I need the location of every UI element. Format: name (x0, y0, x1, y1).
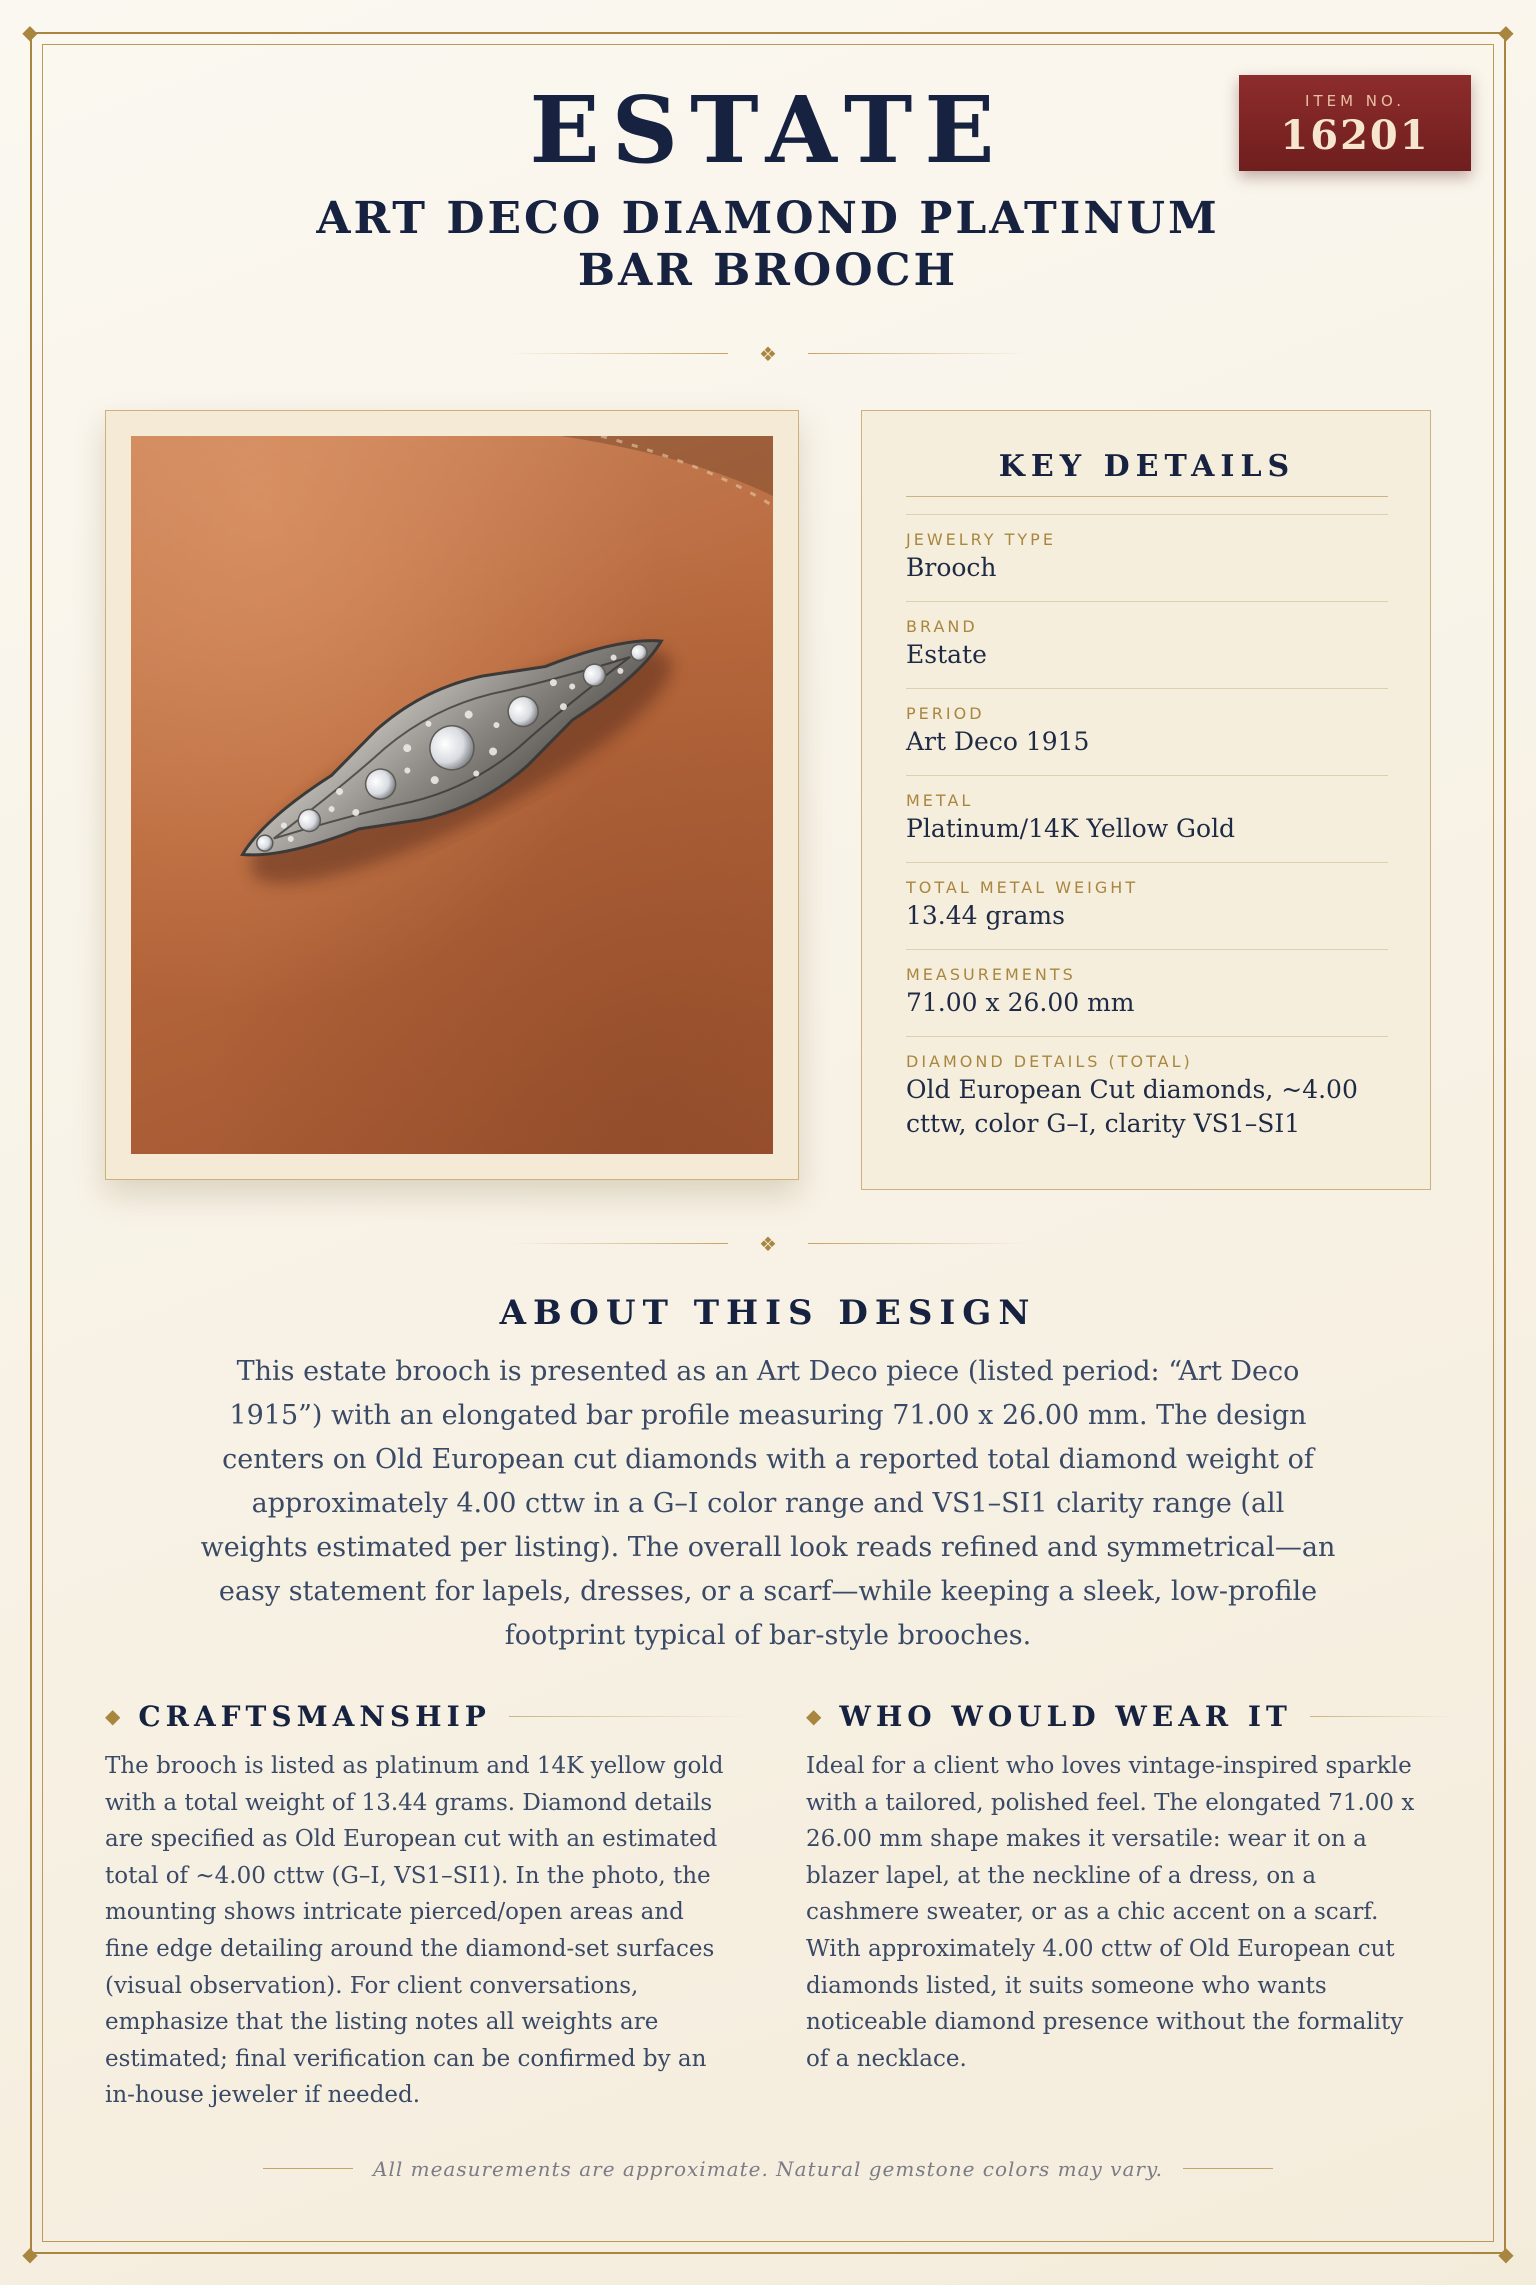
detail-label: BRAND (906, 617, 978, 636)
detail-row-diamond-details (906, 1036, 1388, 1141)
detail-label: METAL (906, 791, 974, 810)
detail-row-jewelry-type (906, 514, 1388, 585)
divider-ornament-icon: ❖ (759, 1232, 777, 1256)
detail-value: Estate (906, 640, 987, 669)
divider-ornament-icon: ❖ (759, 342, 777, 366)
footer (0, 2154, 1536, 2184)
corner-ornament-bottom-left: ◆ (22, 2242, 38, 2266)
key-details-panel (861, 410, 1431, 1190)
detail-value: 13.44 grams (906, 901, 1065, 930)
corner-ornament-top-left: ◆ (22, 20, 38, 44)
detail-row-metal (906, 775, 1388, 846)
key-details-heading: KEY DETAILS (906, 449, 1388, 497)
about-text: This estate brooch is presented as an Art Deco piece (listed period: “Art Deco 1915”) with an elongated bar profile measuring 71.00 x 26.00 mm. The design centers on Old European cut diamonds with a reported total diamond weight of approximately 4.00 cttw in a G–I color range and VS1–SI1 clarity range (all weights estimated per listing). The overall look reads refined and symmetrical—an easy statement for lapels, dresses, or a scarf—while keeping a sleek, low-profile footprint typical of bar-style brooches. (200, 1356, 1336, 1651)
detail-row-brand (906, 601, 1388, 672)
product-photo-frame (105, 410, 799, 1180)
detail-label: JEWELRY TYPE (906, 530, 1056, 549)
footer-disclaimer: All measurements are approximate. Natural gemstone colors may vary. (373, 2157, 1163, 2181)
who-would-wear-it-heading (806, 1700, 1455, 1740)
detail-row-total-metal-weight (906, 862, 1388, 933)
craftsmanship-text: The brooch is listed as platinum and 14K yellow gold with a total weight of 13.44 grams. Diamond details are specified as Old European cut with an estimated total of ~4.00 cttw (G–I, VS1–SI1). In the photo, the mounting shows intricate pierced/open areas and fine edge detailing around the diamond-set surfaces (visual observation). For client conversations, emphasize that the listing notes all weights are estimated; final verification can be confirmed by an in-house jeweler if needed. (105, 1753, 724, 2109)
detail-row-measurements (906, 949, 1388, 1020)
brooch-photo (131, 436, 773, 1154)
diamond-bullet-icon: ◆ (806, 1704, 822, 1728)
detail-value: Platinum/14K Yellow Gold (906, 814, 1236, 843)
detail-value: Old European Cut diamonds, ~4.00 cttw, color G–I, clarity VS1–SI1 (906, 1075, 1358, 1138)
about-heading: ABOUT THIS DESIGN (499, 1293, 1037, 1333)
corner-ornament-top-right: ◆ (1498, 20, 1514, 44)
detail-label: PERIOD (906, 704, 985, 723)
detail-value: 71.00 x 26.00 mm (906, 988, 1135, 1017)
corner-ornament-bottom-right: ◆ (1498, 2242, 1514, 2266)
detail-row-period (906, 688, 1388, 759)
who-would-wear-it-heading-text: WHO WOULD WEAR IT (839, 1700, 1292, 1733)
detail-label: DIAMOND DETAILS (TOTAL) (906, 1052, 1193, 1071)
craftsmanship-heading-text: CRAFTSMANSHIP (138, 1700, 491, 1733)
craftsmanship-heading (105, 1700, 749, 1740)
product-title: ART DECO DIAMOND PLATINUM BAR BROOCH (316, 193, 1220, 296)
detail-label: MEASUREMENTS (906, 965, 1076, 984)
detail-value: Brooch (906, 553, 997, 582)
top-divider (0, 342, 1536, 366)
brand-title: ESTATE (529, 76, 1007, 184)
who-would-wear-it-text: Ideal for a client who loves vintage-inspired sparkle with a tailored, polished feel. The elongated 71.00 x 26.00 mm shape makes it versatile: wear it on a blazer lapel, at the neckline of a dress, on a cashmere sweater, or as a chic accent on a scarf. With approximately 4.00 cttw of Old European cut diamonds listed, it suits someone who wants noticeable diamond presence without the formality of a necklace. (806, 1753, 1415, 2072)
detail-label: TOTAL METAL WEIGHT (906, 878, 1139, 897)
middle-divider (0, 1232, 1536, 1256)
diamond-bullet-icon: ◆ (105, 1704, 121, 1728)
item-number-value: 16201 (1280, 112, 1430, 159)
detail-value: Art Deco 1915 (906, 727, 1090, 756)
item-number-label: ITEM NO. (1305, 92, 1405, 110)
